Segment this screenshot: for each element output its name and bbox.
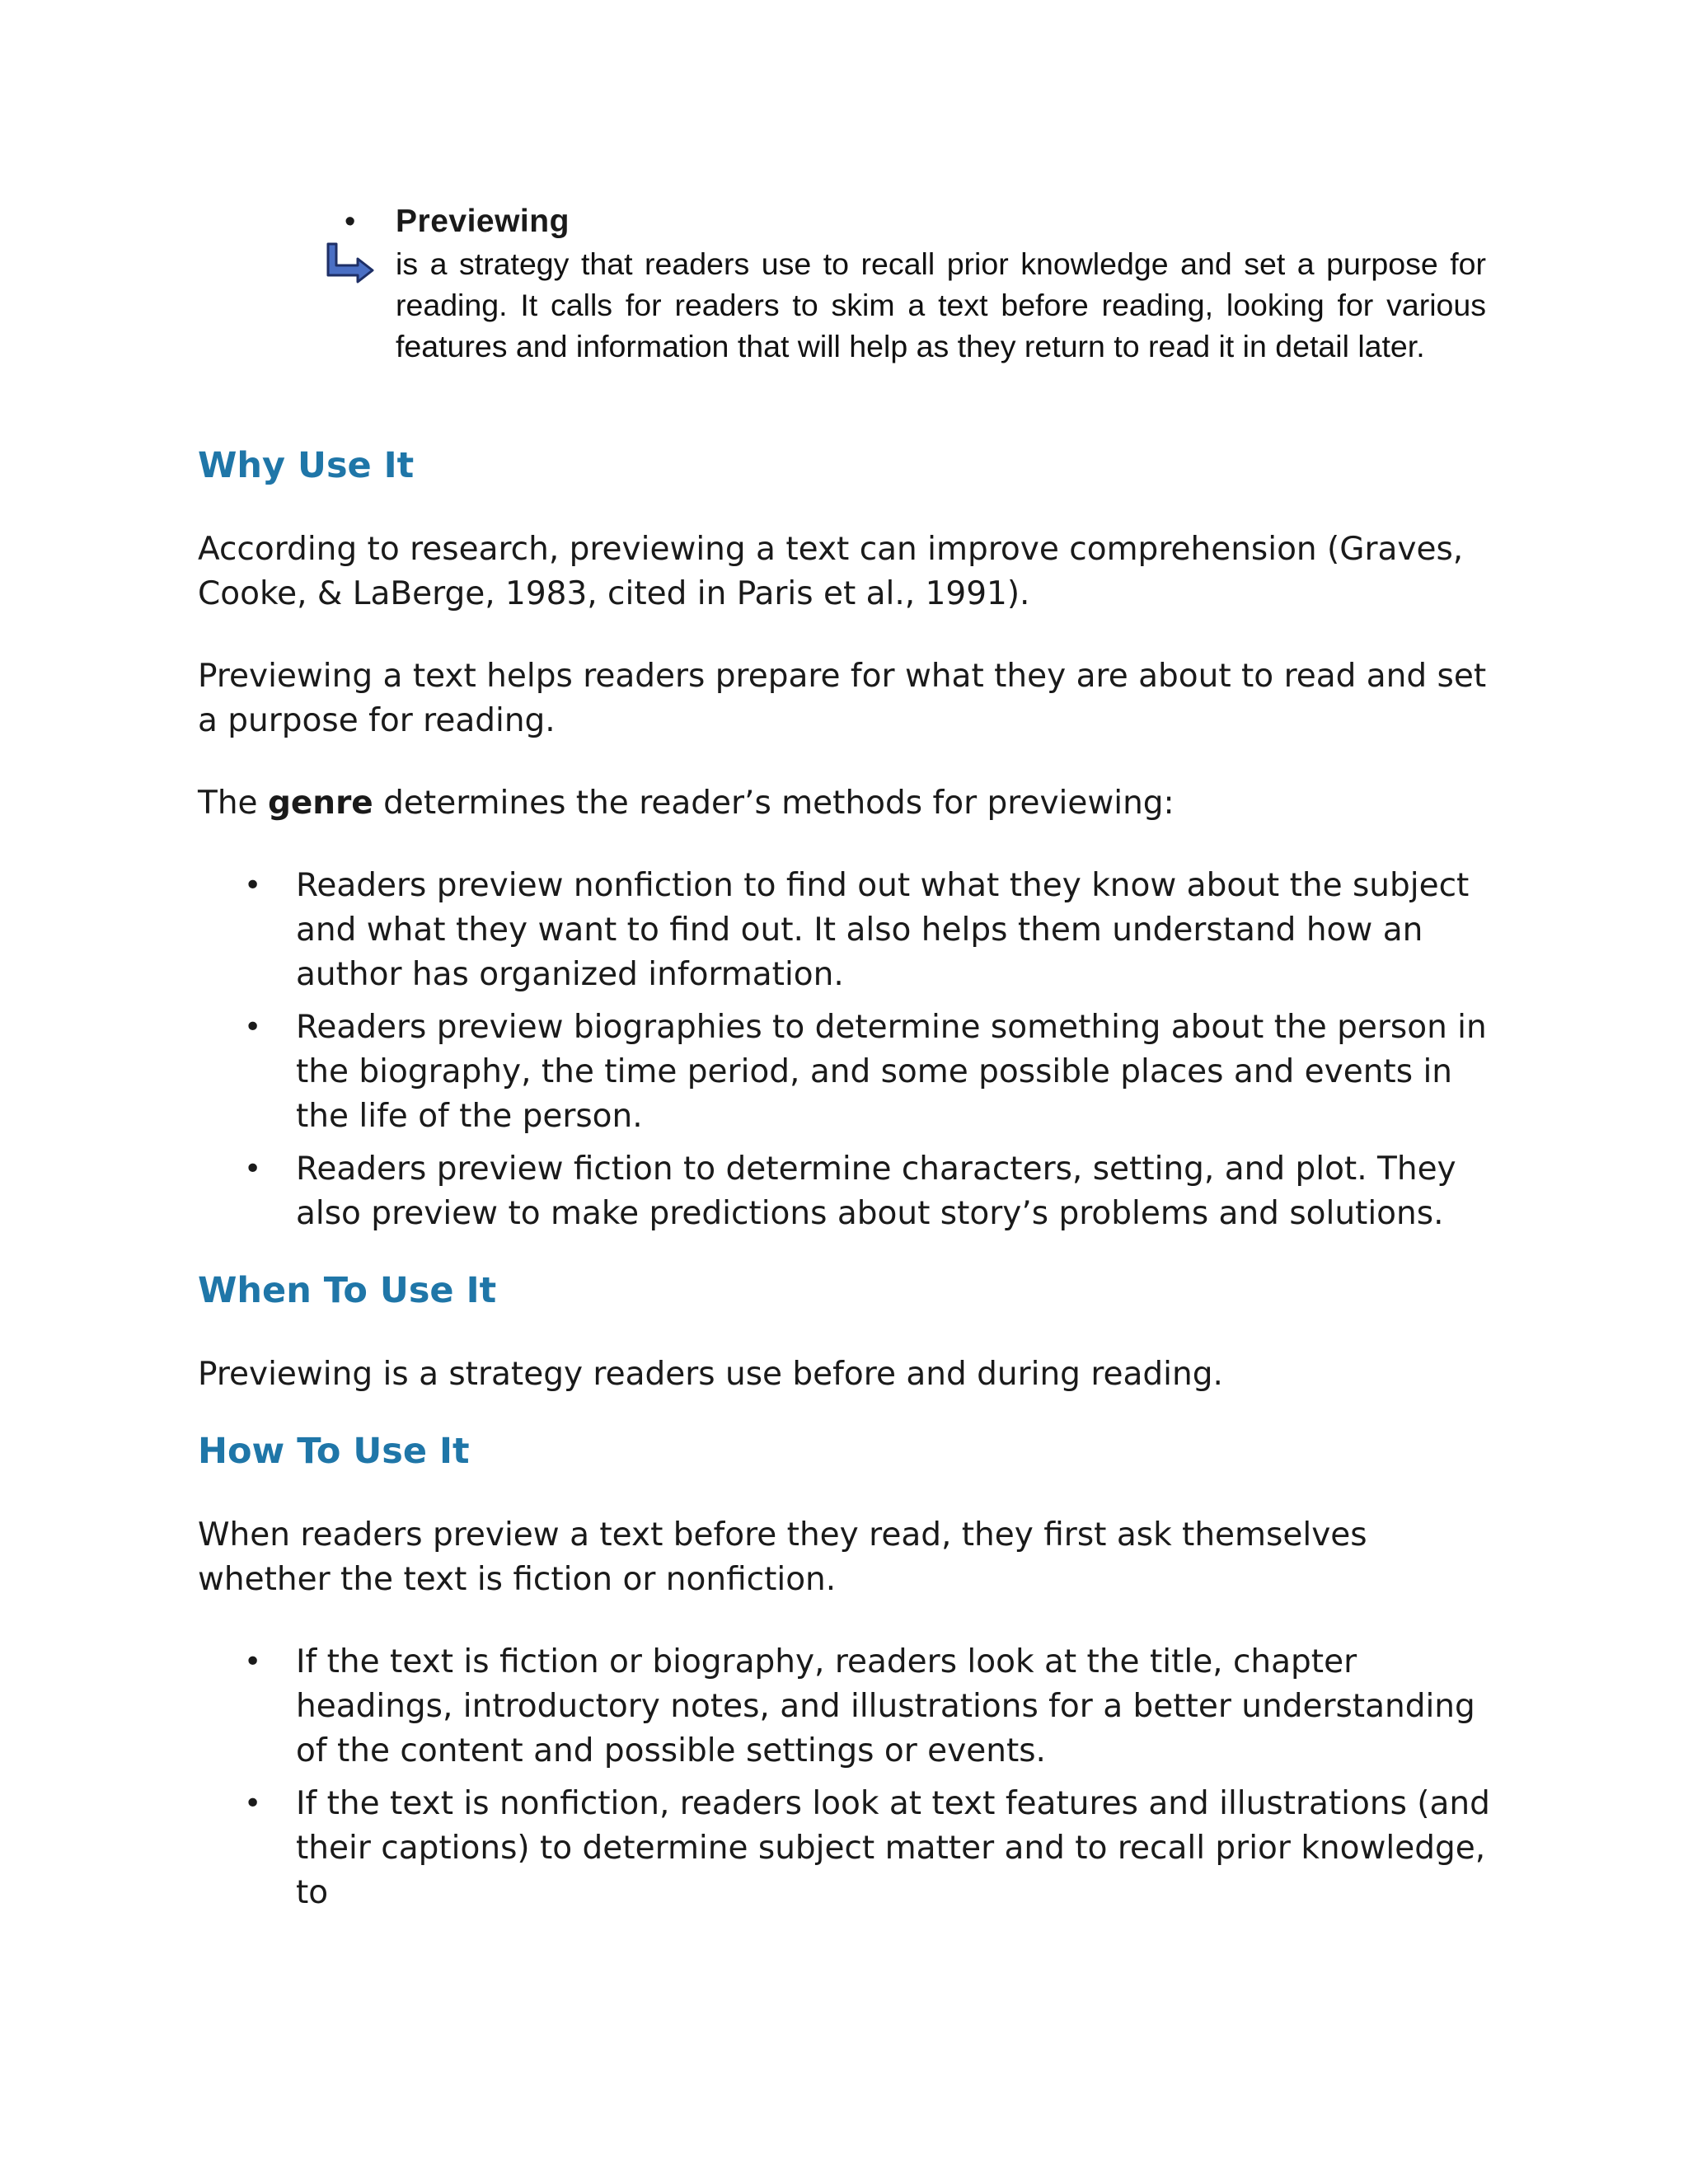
how-bullet-list xyxy=(198,1640,1500,1915)
bullet-icon: • xyxy=(244,1152,262,1186)
why-paragraph-research: According to research, previewing a text can improve comprehension (Graves, Cooke, & LaBerge, 1983, cited in Paris et al., 1991). xyxy=(198,531,1464,612)
genre-text-after: determines the reader’s methods for previewing: xyxy=(373,785,1175,822)
list-item xyxy=(198,1640,1500,1774)
list-item-text: If the text is nonfiction, readers look at text features and illustrations (and their captions) to determine subject matter and to recall prior knowledge, to xyxy=(296,1785,1490,1911)
main-content xyxy=(198,441,1500,1915)
bent-arrow-icon xyxy=(325,242,377,284)
list-item-text: Readers preview nonfiction to find out what they know about the subject and what they want to find out. It also helps them understand how an author has organized information. xyxy=(296,867,1470,993)
list-item-text: Readers preview fiction to determine characters, setting, and plot. They also preview to make predictions about story’s problems and solutions. xyxy=(296,1151,1456,1232)
genre-bullet-list xyxy=(198,864,1500,1236)
list-item xyxy=(198,864,1500,997)
list-item-text: If the text is fiction or biography, readers look at the title, chapter headings, introductory notes, and illustrations for a better understanding of the content and possible settings or events. xyxy=(296,1643,1475,1769)
bullet-icon: • xyxy=(244,1010,262,1044)
why-use-it-heading: Why Use It xyxy=(198,445,415,486)
bullet-icon: • xyxy=(244,1787,262,1821)
list-item-text: Readers preview biographies to determine something about the person in the biography, the time period, and some possible places and events in the life of the person. xyxy=(296,1009,1487,1135)
how-paragraph: When readers preview a text before they read, they first ask themselves whether the text is fiction or nonfiction. xyxy=(198,1516,1367,1598)
genre-bold-word: genre xyxy=(267,785,373,822)
bullet-icon: • xyxy=(345,204,356,239)
term-definition: is a strategy that readers use to recall prior knowledge and set a purpose for reading. It calls for readers to skim a text before reading, looking for various features and information that will help as they return to read it in detail later. xyxy=(396,246,1486,363)
term-title: Previewing xyxy=(396,204,570,239)
when-paragraph: Previewing is a strategy readers use before and during reading. xyxy=(198,1356,1223,1393)
term-title-row xyxy=(338,198,1492,247)
bullet-icon: • xyxy=(244,1645,262,1679)
when-to-use-it-heading: When To Use It xyxy=(198,1270,497,1311)
list-item xyxy=(198,1147,1500,1236)
why-paragraph-prepare: Previewing a text helps readers prepare for what they are about to read and set a purpose for reading. xyxy=(198,658,1487,739)
list-item xyxy=(198,1005,1500,1139)
genre-text-before: The xyxy=(198,785,268,822)
list-item xyxy=(198,1782,1500,1915)
how-to-use-it-heading: How To Use It xyxy=(198,1431,470,1472)
why-paragraph-genre xyxy=(198,781,1500,826)
term-definition-block xyxy=(338,198,1492,363)
bullet-icon: • xyxy=(244,869,262,902)
